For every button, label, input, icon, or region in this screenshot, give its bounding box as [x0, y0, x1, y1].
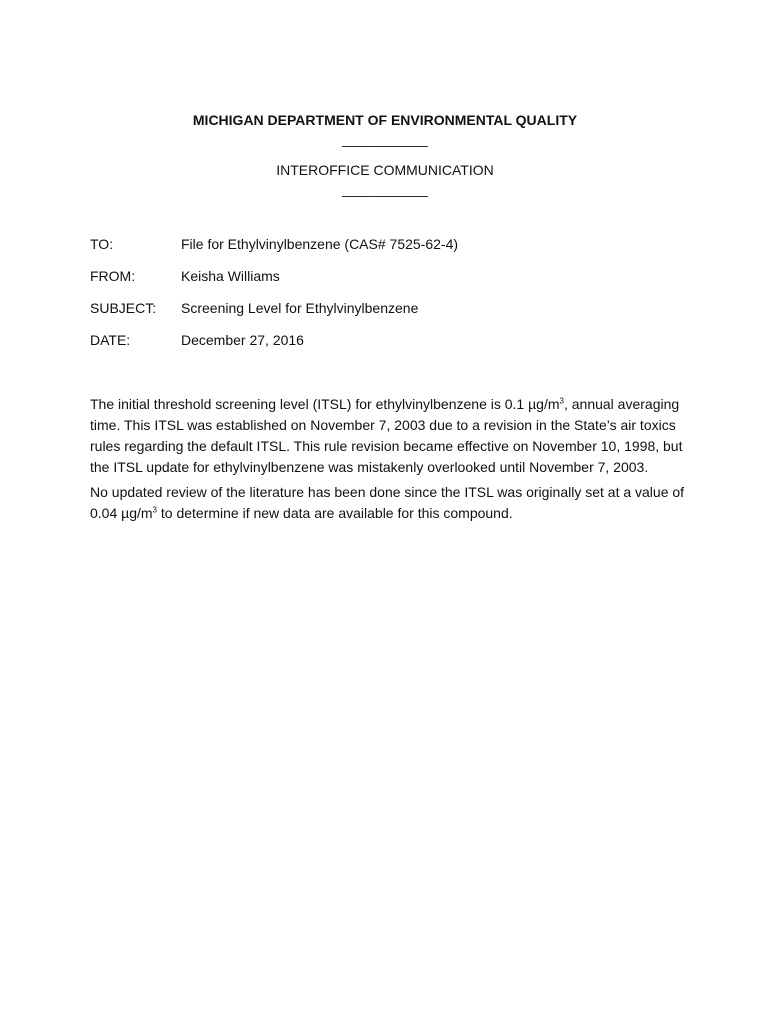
to-row [90, 236, 458, 252]
from-row [90, 268, 280, 284]
subject-value: Screening Level for Ethylvinylbenzene [181, 300, 419, 316]
from-value: Keisha Williams [181, 268, 280, 284]
paragraph-2-text-end: to determine if new data are available for this compound. [157, 505, 513, 521]
paragraph-1-superscript: 3 [559, 396, 564, 406]
date-value: December 27, 2016 [181, 332, 304, 348]
paragraph-2-superscript: 3 [152, 505, 157, 515]
body-paragraph-2 [90, 482, 690, 524]
subject-row [90, 300, 418, 316]
subject-label: SUBJECT: [90, 300, 157, 316]
paragraph-1-text-start: The initial threshold screening level (ITSL) for ethylvinylbenzene is 0.1 µg/m [90, 396, 560, 412]
body-paragraph-1 [90, 394, 690, 478]
communication-type: INTEROFFICE COMMUNICATION [276, 162, 494, 178]
date-row [90, 332, 304, 348]
paragraph-1-text-end: , annual averaging time. This ITSL was established on November 7, 2003 due to a revision in the State’s air toxics rules regarding the default ITSL. This rule revision became effective on November 10, 1998, but the ITSL update for ethylvinylbenzene was mistakenly overlooked until November 7, 2003. [90, 396, 683, 475]
agency-title: MICHIGAN DEPARTMENT OF ENVIRONMENTAL QUALITY [192, 112, 578, 128]
to-label: TO: [90, 236, 114, 252]
communication-rule: ___________ [342, 181, 428, 197]
paragraph-2-text-start: No updated review of the literature has been done since the ITSL was originally set at a value of 0.04 µg/m [90, 484, 685, 521]
to-value: File for Ethylvinylbenzene (CAS# 7525-62-4) [181, 236, 459, 252]
date-label: DATE: [90, 332, 131, 348]
title-rule: ___________ [342, 131, 428, 147]
from-label: FROM: [90, 268, 136, 284]
